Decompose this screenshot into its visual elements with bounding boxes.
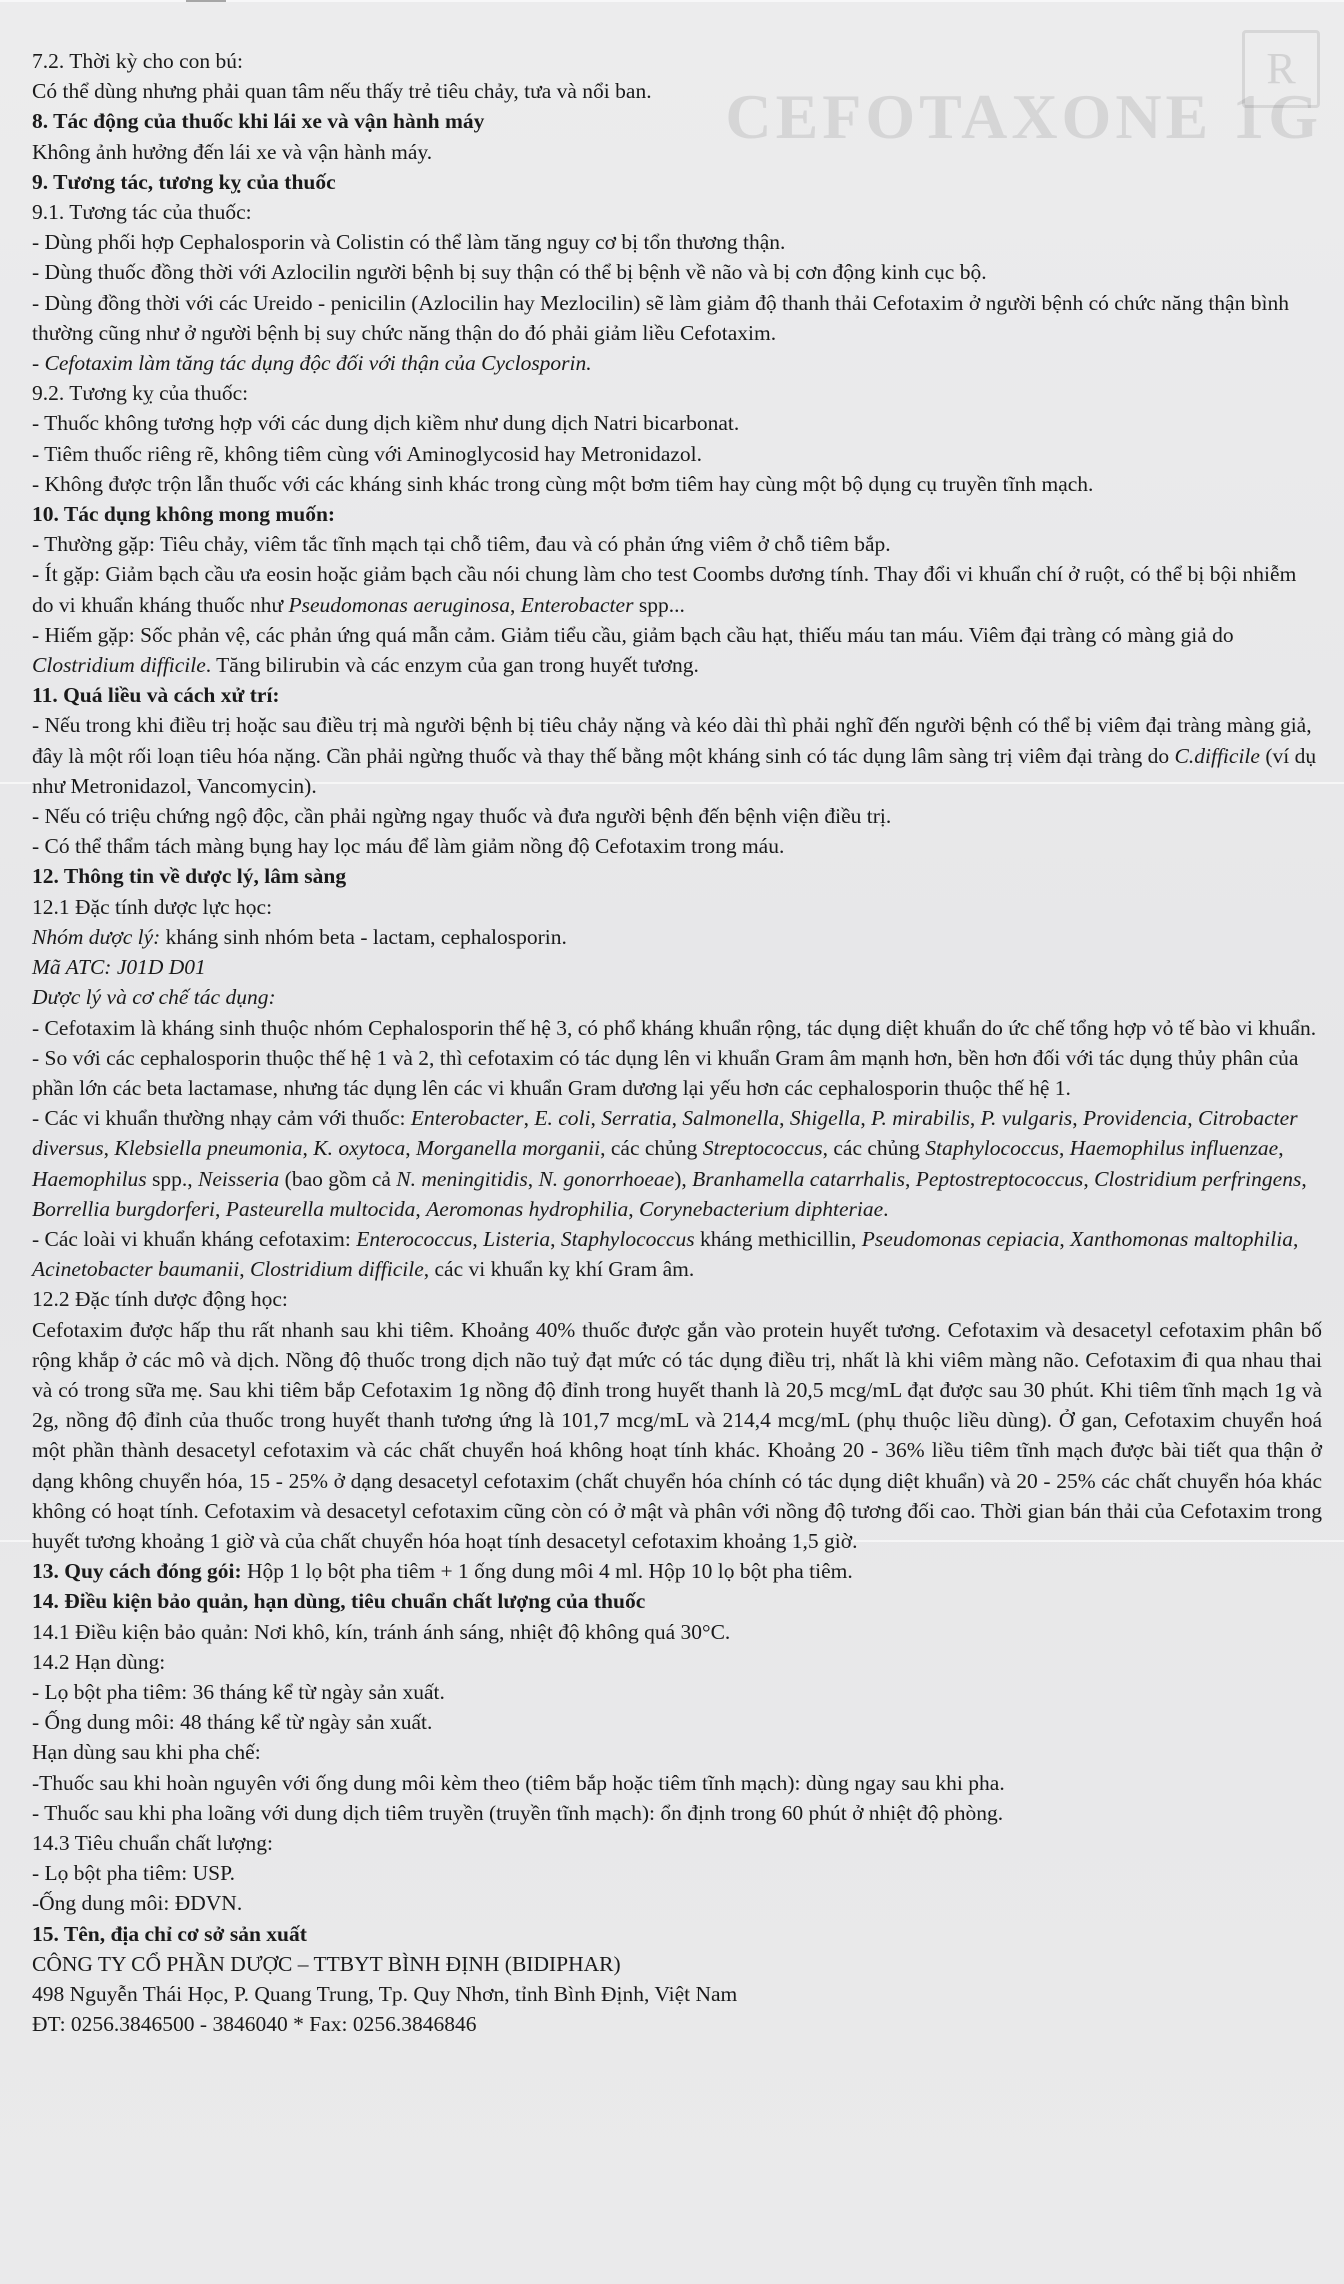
bacteria-name: Peptostreptococcus: [915, 1166, 1084, 1191]
bacteria-name: Providencia: [1083, 1106, 1188, 1131]
mechanism-text: - Cefotaxim là kháng sinh thuộc nhóm Cephalosporin thế hệ 3, có phổ kháng khuẩn rộng, tác dụng diệt khuẩn do ức chế tổng hợp vỏ tế bào vi khuẩn.: [32, 1015, 1317, 1040]
bacteria-separator: ,: [1187, 1106, 1199, 1131]
bacteria-separator: ,: [1072, 1106, 1083, 1131]
section-15-title: 15. Tên, địa chỉ cơ sở sản xuất: [32, 1921, 307, 1946]
quality-standard-item: - Lọ bột pha tiêm: USP.: [32, 1861, 236, 1886]
bacteria-name: Salmonella: [682, 1106, 780, 1131]
bacteria-name: Aeromonas hydrophilia: [426, 1196, 629, 1221]
bacteria-name: Haemophilus: [32, 1166, 147, 1191]
section-7-2-text: Có thể dùng nhưng phải quan tâm nếu thấy trẻ tiêu chảy, tưa và nổi ban.: [32, 79, 652, 104]
section-12-1-title: 12.1 Đặc tính dược lực học:: [32, 894, 273, 919]
section-8-text: Không ảnh hưởng đến lái xe và vận hành máy.: [32, 139, 433, 164]
pharmacologic-group: Nhóm dược lý: kháng sinh nhóm beta - lactam, cephalosporin.: [32, 924, 567, 949]
bacteria-separator: (bao gồm cả: [279, 1166, 397, 1191]
bacteria-name: Clostridium perfringens: [1094, 1166, 1302, 1191]
bacteria-separator: ,: [302, 1136, 314, 1161]
sensitive-bacteria: - Các vi khuẩn thường nhạy cảm với thuốc: Enterobacter, E. coli, Serratia, Salmonella, Shigella, P. mirabilis, P. vulgaris, Providencia, Citrobacter diversus, Klebsiella pneumonia, K. oxytoca, Morganella morganii, các chủng Streptococcus, các chủng Staphylococcus, Haemophilus influenzae, Haemophilus spp., Neisseria (bao gồm cả N. meningitidis, N. gonorrhoeae), Branhamella catarrhalis, Peptostreptococcus, Clostridium perfringens, Borrellia burgdorferi, Pasteurella multocida, Aeromonas hydrophilia, Corynebacterium diphteriae.: [32, 1106, 1307, 1221]
bacteria-name: Borrellia burgdorferi: [32, 1196, 215, 1221]
section-9-1-title: 9.1. Tương tác của thuốc:: [32, 200, 252, 225]
bacteria-separator: ,: [1083, 1166, 1095, 1191]
bacteria-separator: .: [883, 1196, 889, 1221]
bacteria-separator: ,: [523, 1106, 535, 1131]
bacteria-name: Haemophilus influenzae: [1069, 1136, 1279, 1161]
bacteria-name: N. meningitidis: [396, 1166, 528, 1191]
side-effect-common: - Thường gặp: Tiêu chảy, viêm tắc tĩnh mạch tại chỗ tiêm, đau và có phản ứng viêm ở chỗ tiêm bắp.: [32, 532, 891, 557]
shelf-life-item: - Ống dung môi: 48 tháng kể từ ngày sản xuất.: [32, 1710, 433, 1735]
after-mixing-item: -Thuốc sau khi hoàn nguyên với ống dung môi kèm theo (tiêm bắp hoặc tiêm tĩnh mạch): dùng ngay sau khi pha.: [32, 1770, 1005, 1795]
interaction-item: - Dùng thuốc đồng thời với Azlocilin người bệnh bị suy thận có thể bị bệnh về não và bị cơn động kinh cục bộ.: [32, 260, 987, 285]
bacteria-name: Pseudomonas cepiacia: [861, 1226, 1060, 1251]
bacteria-separator: spp.,: [146, 1166, 199, 1191]
section-10-title: 10. Tác dụng không mong muốn:: [32, 502, 336, 527]
bacteria-separator: kháng methicillin,: [694, 1226, 862, 1251]
section-9-2-title: 9.2. Tương kỵ của thuốc:: [32, 381, 249, 406]
bacteria-name: Staphylococcus: [560, 1226, 695, 1251]
bacteria-name: Xanthomonas maltophilia: [1070, 1226, 1293, 1251]
bacteria-name: Citrobacter diversus: [32, 1106, 1298, 1161]
bacteria-separator: ,: [550, 1226, 561, 1251]
bacteria-name: Shigella: [789, 1106, 861, 1131]
bacteria-separator: ,: [405, 1136, 416, 1161]
bacteria-name: Listeria: [483, 1226, 551, 1251]
bacteria-separator: ,: [1301, 1166, 1307, 1191]
mechanism-title: Dược lý và cơ chế tác dụng:: [32, 985, 276, 1010]
section-8-title: 8. Tác động của thuốc khi lái xe và vận hành máy: [32, 109, 485, 134]
after-mixing-item: - Thuốc sau khi pha loãng với dung dịch tiêm truyền (truyền tĩnh mạch): ổn định trong 60 phút ở nhiệt độ phòng.: [32, 1800, 1004, 1825]
section-13: 13. Quy cách đóng gói: Hộp 1 lọ bột pha tiêm + 1 ống dung môi 4 ml. Hộp 10 lọ bột pha tiêm.: [32, 1559, 853, 1584]
bacteria-separator: ,: [1059, 1136, 1070, 1161]
bacteria-separator: ,: [671, 1106, 683, 1131]
bacteria-name: Acinetobacter baumanii: [32, 1257, 240, 1282]
bacteria-separator: ,: [239, 1257, 250, 1282]
bacteria-separator: ,: [969, 1106, 981, 1131]
section-11-title: 11. Quá liều và cách xử trí:: [32, 683, 280, 708]
incompatibility-item: - Không được trộn lẫn thuốc với các kháng sinh khác trong cùng một bơm tiêm hay cùng một bộ dụng cụ truyền tĩnh mạch.: [32, 471, 1094, 496]
bacteria-separator: ,: [1292, 1226, 1299, 1251]
bacteria-separator: ),: [674, 1166, 693, 1191]
manufacturer-phone: ĐT: 0256.3846500 - 3846040 * Fax: 0256.3846846: [32, 2012, 477, 2037]
bacteria-name: N. gonorrhoeae: [538, 1166, 675, 1191]
bacteria-name: P. mirabilis: [871, 1106, 970, 1131]
bacteria-name: Streptococcus: [702, 1136, 823, 1161]
bacteria-name: Serratia: [601, 1106, 672, 1131]
bacteria-separator: ,: [1278, 1136, 1284, 1161]
bacteria-name: Staphylococcus: [925, 1136, 1060, 1161]
bacteria-separator: ,: [415, 1196, 427, 1221]
bacteria-separator: , các chủng: [822, 1136, 926, 1161]
bacteria-name: P. vulgaris: [980, 1106, 1073, 1131]
overdose-item: - Nếu có triệu chứng ngộ độc, cần phải ngừng ngay thuốc và đưa người bệnh đến bệnh viện điều trị.: [32, 804, 892, 829]
interaction-item: - Cefotaxim làm tăng tác dụng độc đối với thận của Cyclosporin.: [32, 351, 592, 376]
bacteria-name: Morganella morganii: [415, 1136, 601, 1161]
storage-conditions: 14.1 Điều kiện bảo quản: Nơi khô, kín, tránh ánh sáng, nhiệt độ không quá 30°C.: [32, 1619, 731, 1644]
bacteria-name: K. oxytoca: [313, 1136, 406, 1161]
shelf-life-title: 14.2 Hạn dùng:: [32, 1649, 166, 1674]
manufacturer-address: 498 Nguyễn Thái Học, P. Quang Trung, Tp. Quy Nhơn, tỉnh Bình Định, Việt Nam: [32, 1982, 738, 2006]
overdose-item: - Có thể thẩm tách màng bụng hay lọc máu để làm giảm nồng độ Cefotaxim trong máu.: [32, 834, 785, 859]
section-9-title: 9. Tương tác, tương kỵ của thuốc: [32, 169, 336, 194]
interaction-item: - Dùng đồng thời với các Ureido - penicilin (Azlocilin hay Mezlocilin) sẽ làm giảm độ thanh thải Cefotaxim ở người bệnh có chức năng thận bình thường cũng như ở người bệnh bị suy chức năng thận do đó phải giảm liều Cefotaxim.: [32, 290, 1289, 345]
pharmacokinetics-text: Cefotaxim được hấp thu rất nhanh sau khi tiêm. Khoảng 40% thuốc được gắn vào protein huyết tương. Cefotaxim và desacetyl cefotaxim phân bố rộng khắp ở các mô và dịch. Nồng độ thuốc trong dịch não tuỷ đạt mức có tác dụng điều trị, nhất là khi viêm màng não. Cefotaxim đi qua nhau thai và có trong sữa mẹ. Sau khi tiêm bắp Cefotaxim 1g nồng độ đỉnh trong huyết thanh là 20,5 mcg/mL đạt được sau 30 phút. Khi tiêm tĩnh mạch 1g và 2g, nồng độ đỉnh của thuốc trong huyết thanh tương ứng là 101,7 mcg/mL và 214,4 mcg/mL (phụ thuộc liều dùng). Ở gan, Cefotaxim chuyển hoá một phần thành desacetyl cefotaxim và các chất chuyển hoá không hoạt tính khác. Khoảng 20 - 36% liều tiêm tĩnh mạch được bài tiết qua thận ở dạng không chuyển hóa, 15 - 25% ở dạng desacetyl cefotaxim (chất chuyển hóa chính có tác dụng diệt khuẩn) và 20 - 25% các chất chuyển hóa khác không có hoạt tính. Cefotaxim và desacetyl cefotaxim cũng còn có ở mật và phân với nồng độ tương đối cao. Thời gian bán thải của Cefotaxim trong huyết tương khoảng 1 giờ và của chất chuyển hóa hoạt tính desacetyl cefotaxim khoảng 1,5 giờ.: [32, 1317, 1322, 1553]
bacteria-separator: ,: [904, 1166, 916, 1191]
show-through-logo: R: [1242, 30, 1320, 108]
mechanism-text: - So với các cephalosporin thuộc thế hệ 1 và 2, thì cefotaxim có tác dụng lên vi khuẩn Gram âm mạnh hơn, bền hơn đối với tác dụng thủy phân của phần lớn các beta lactamase, nhưng tác dụng lên các vi khuẩn Gram dương lại yếu hơn các cephalosporin thuộc thế hệ 1.: [32, 1045, 1299, 1100]
bacteria-name: E. coli: [534, 1106, 591, 1131]
bacteria-separator: , các chủng: [600, 1136, 703, 1161]
bacteria-separator: ,: [628, 1196, 639, 1221]
bacteria-separator: ,: [472, 1226, 484, 1251]
incompatibility-item: - Tiêm thuốc riêng rẽ, không tiêm cùng với Aminoglycosid hay Metronidazol.: [32, 441, 703, 466]
section-7-2-title: 7.2. Thời kỳ cho con bú:: [32, 49, 244, 73]
bacteria-separator: ,: [214, 1196, 226, 1221]
side-effect-uncommon: - Ít gặp: Giảm bạch cầu ưa eosin hoặc giảm bạch cầu nói chung làm cho test Coombs dương tính. Thay đổi vi khuẩn chí ở ruột, có thể bị bội nhiễm do vi khuẩn kháng thuốc như Pseudomonas aeruginosa, Enterobacter spp...: [32, 562, 1297, 617]
bacteria-separator: ,: [1059, 1226, 1071, 1251]
after-mixing-title: Hạn dùng sau khi pha chế:: [32, 1740, 261, 1765]
bacteria-separator: ,: [779, 1106, 790, 1131]
bacteria-name: Clostridium difficile: [249, 1257, 424, 1282]
show-through-title: CEFOTAXONE 1G: [725, 81, 1322, 152]
side-effect-rare: - Hiếm gặp: Sốc phản vệ, các phản ứng quá mẫn cảm. Giảm tiểu cầu, giảm bạch cầu hạt, thiếu máu tan máu. Viêm đại tràng có màng giả do Clostridium difficile. Tăng bilirubin và các enzym của gan trong huyết tương.: [32, 622, 1234, 678]
section-14-title: 14. Điều kiện bảo quản, hạn dùng, tiêu chuẩn chất lượng của thuốc: [32, 1589, 646, 1614]
interaction-item: - Dùng phối hợp Cephalosporin và Colistin có thể làm tăng nguy cơ bị tổn thương thận.: [32, 230, 786, 255]
section-12-title: 12. Thông tin về dược lý, lâm sàng: [32, 864, 347, 889]
manufacturer-name: CÔNG TY CỔ PHẦN DƯỢC – TTBYT BÌNH ĐỊNH (BIDIPHAR): [32, 1951, 621, 1976]
fold-line: [0, 0, 1344, 2]
section-12-2-title: 12.2 Đặc tính dược động học:: [32, 1287, 288, 1312]
bacteria-name: Enterococcus: [356, 1226, 473, 1251]
bacteria-name: Pasteurella multocida: [225, 1196, 416, 1221]
bacteria-separator: ,: [527, 1166, 539, 1191]
overdose-item: - Nếu trong khi điều trị hoặc sau điều trị mà người bệnh bị tiêu chảy nặng và kéo dài thì phải nghĩ đến người bệnh có thể bị viêm đại tràng màng giả, đây là một rối loạn tiêu hóa nặng. Cần phải ngừng thuốc và thay thế bằng một kháng sinh có tác dụng lâm sàng trị viêm đại tràng do C.difficile (ví dụ như Metronidazol, Vancomycin).: [32, 713, 1317, 798]
quality-standard-title: 14.3 Tiêu chuẩn chất lượng:: [32, 1830, 273, 1855]
shelf-life-item: - Lọ bột pha tiêm: 36 tháng kể từ ngày sản xuất.: [32, 1679, 445, 1704]
bacteria-separator: ,: [590, 1106, 602, 1131]
atc-code: Mã ATC: J01D D01: [32, 955, 206, 980]
bacteria-separator: ,: [860, 1106, 872, 1131]
leaflet-text: [32, 46, 1322, 2039]
resistant-bacteria: - Các loài vi khuẩn kháng cefotaxim: Enterococcus, Listeria, Staphylococcus kháng methicillin, Pseudomonas cepiacia, Xanthomonas maltophilia, Acinetobacter baumanii, Clostridium difficile, các vi khuẩn kỵ khí Gram âm.: [32, 1226, 1299, 1282]
bacteria-separator: ,: [103, 1136, 115, 1161]
quality-standard-item: -Ống dung môi: ĐDVN.: [32, 1891, 243, 1916]
bacteria-separator: , các vi khuẩn kỵ khí Gram âm.: [423, 1257, 695, 1282]
bacteria-name: Corynebacterium diphteriae: [638, 1196, 884, 1221]
bacteria-name: Klebsiella pneumonia: [114, 1136, 303, 1161]
bacteria-name: Enterobacter: [410, 1106, 524, 1131]
bacteria-name: Branhamella catarrhalis: [692, 1166, 905, 1191]
bacteria-name: Neisseria: [198, 1166, 280, 1191]
incompatibility-item: - Thuốc không tương hợp với các dung dịch kiềm như dung dịch Natri bicarbonat.: [32, 411, 740, 436]
